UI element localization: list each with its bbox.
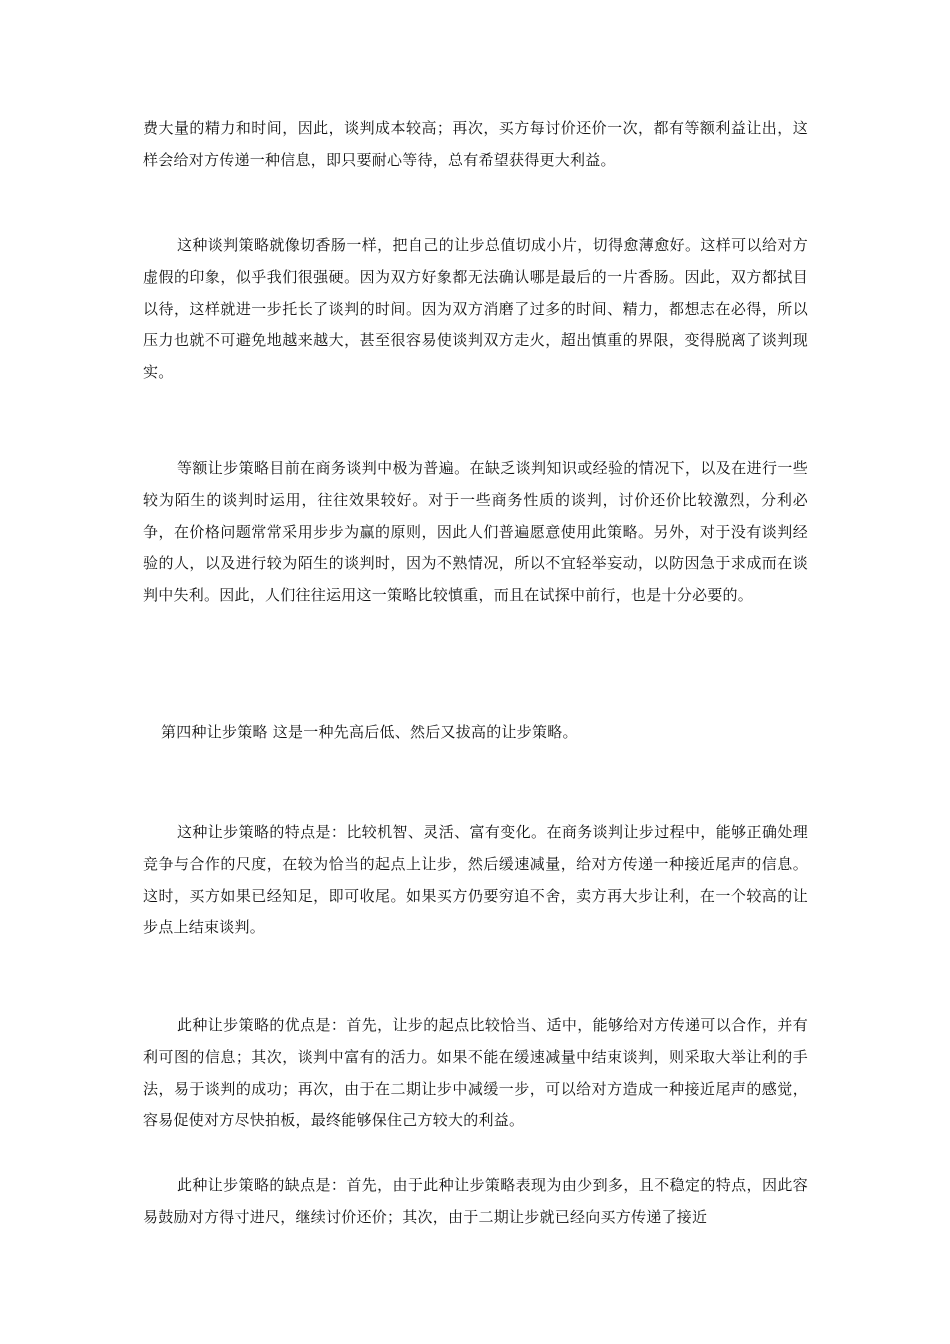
paragraph-3: 等额让步策略目前在商务谈判中极为普遍。在缺乏谈判知识或经验的情况下，以及在进行一些较为陌生的谈判时运用，往往效果较好。对于一些商务性质的谈判，讨价还价比较激烈，分利必争，在价格问题常常采用步步为赢的原则，因此人们普遍愿意使用此策略。另外，对于没有谈判经验的人，以及进行较为陌生的谈判时，因为不熟情况，所以不宜轻举妄动，以防因急于求成而在谈判中失利。因此，人们往往运用这一策略比较慎重，而且在试探中前行，也是十分必要的。 <box>143 459 808 605</box>
paragraph-1: 费大量的精力和时间，因此，谈判成本较高；再次，买方每讨价还价一次，都有等额利益让出，这样会给对方传递一种信息，即只要耐心等待，总有希望获得更大利益。 <box>143 119 808 169</box>
section-heading-4th-strategy: 第四种让步策略 这是一种先高后低、然后又拔高的让步策略。 <box>161 723 578 741</box>
paragraph-6: 此种让步策略的优点是：首先，让步的起点比较恰当、适中，能够给对方传递可以合作，并有利可图的信息；其次，谈判中富有的活力。如果不能在缓速减量中结束谈判，则采取大举让利的手法，易于谈判的成功；再次，由于在二期让步中减缓一步，可以给对方造成一种接近尾声的感觉，容易促使对方尽快拍板，最终能够保住己方较大的利益。 <box>143 1016 808 1130</box>
paragraph-2: 这种谈判策略就像切香肠一样，把自己的让步总值切成小片，切得愈薄愈好。这样可以给对方虚假的印象，似乎我们很强硬。因为双方好象都无法确认哪是最后的一片香肠。因此，双方都拭目以待，这样就进一步托长了谈判的时间。因为双方消磨了过多的时间、精力，都想志在必得，所以压力也就不可避免地越来越大，甚至很容易使谈判双方走火，超出慎重的界限，变得脱离了谈判现实。 <box>143 236 808 382</box>
paragraph-7: 此种让步策略的缺点是：首先，由于此种让步策略表现为由少到多，且不稳定的特点，因此容易鼓励对方得寸进尺，继续讨价还价；其次，由于二期让步就已经向买方传递了接近 <box>143 1176 808 1226</box>
paragraph-5: 这种让步策略的特点是：比较机智、灵活、富有变化。在商务谈判让步过程中，能够正确处理竞争与合作的尺度，在较为恰当的起点上让步，然后缓速减量，给对方传递一种接近尾声的信息。这时，买方如果已经知足，即可收尾。如果买方仍要穷追不舍，卖方再大步让利，在一个较高的让步点上结束谈判。 <box>143 823 808 937</box>
